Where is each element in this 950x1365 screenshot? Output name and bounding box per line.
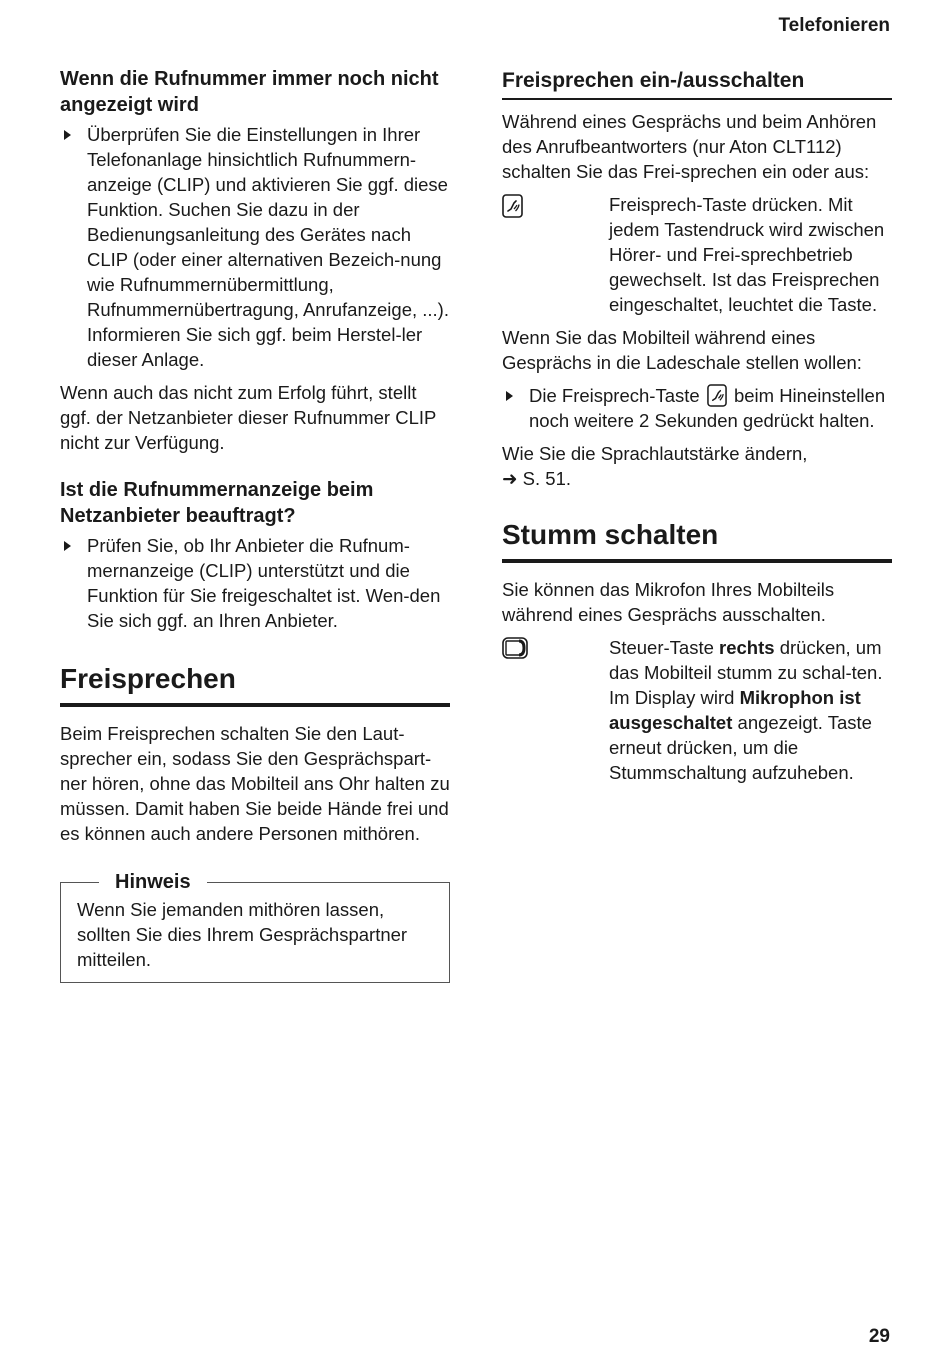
triangle-bullet-icon [506,391,513,401]
handsfree-key-icon [502,194,523,224]
step-text-part: angezeigt. Taste erneut drücken, um die Stummschaltung aufzuheben. [609,712,872,783]
bullet-item [60,533,450,633]
page-number: 29 [868,1326,890,1347]
note-title: Hinweis [99,869,207,895]
instruction-step [502,192,892,317]
heading-netzanbieter-beauftragt: Ist die Rufnummernanzeige beim Netzanbieter beauftragt? [60,479,374,527]
step-text-part: drücken, um das Mobilteil stumm zu schal-ten. Im Display wird [609,637,883,708]
step-text [609,637,883,783]
step-text-bold: rechts [719,637,775,658]
note-text: Wenn Sie jemanden mithören lassen, sollten Sie dies Ihrem Gesprächspartner mitteilen. [77,899,408,970]
bullet-text: Überprüfen Sie die Einstellungen in Ihrer Telefonanlage hinsichtlich Rufnummern-anzeige (CLIP) und aktivieren Sie ggf. diese Funktion. Suchen Sie dazu in der Bedienungsanleitung des Gerätes nach CLIP (oder einer alternativen Bezeich-nung wie Rufnummernübermittlung, Rufnummernübertragung, Anrufanzeige, ...). Informieren Sie sich ggf. beim Herstel-ler dieser Anlage. [87,124,449,370]
heading-rufnummer-nicht-angezeigt: Wenn die Rufnummer immer noch nicht angezeigt wird [60,68,439,116]
triangle-bullet-icon [64,541,71,551]
bullet-item [60,122,450,372]
page-reference: S. 51. [522,468,571,489]
paragraph: Sie können das Mikrofon Ihres Mobilteils während eines Gesprächs ausschalten. [502,579,835,625]
bullet-text-before: Die Freisprech-Taste [529,385,700,406]
paragraph: Wenn auch das nicht zum Erfolg führt, stellt ggf. der Netzanbieter dieser Rufnummer CLIP nicht zur Verfügung. [60,382,437,453]
step-text: Freisprech-Taste drücken. Mit jedem Tastendruck wird zwischen Hörer- und Frei-sprechbetrieb gewechselt. Ist das Freisprechen eingeschaltet, leuchtet die Taste. [609,194,885,315]
display-message: Mikrophon ist ausgeschaltet [609,687,861,733]
paragraph: Wenn Sie das Mobilteil während eines Gesprächs in die Ladeschale stellen wollen: [502,327,862,373]
running-header: Telefonieren [778,15,890,36]
paragraph [502,441,892,491]
triangle-bullet-icon [64,130,71,140]
instruction-step [502,635,892,785]
handsfree-key-icon [707,385,732,406]
paragraph: Während eines Gesprächs und beim Anhören des Anrufbeantworters (nur Aton CLT112) schalten Sie das Frei-sprechen ein oder aus: [502,111,877,182]
heading-freisprechen-ein-aus: Freisprechen ein-/ausschalten [502,66,892,100]
right-column [502,66,892,793]
section-title-stumm-schalten: Stumm schalten [502,515,892,563]
volume-text: Wie Sie die Sprachlautstärke ändern, [502,443,808,464]
bullet-item [502,383,892,433]
arrow-right-icon: ➜ [502,468,518,489]
left-column [60,66,450,983]
step-text-part: Steuer-Taste [609,637,714,658]
nav-key-right-icon [502,637,528,665]
bullet-text-after: beim Hineinstellen noch weitere 2 Sekunden gedrückt halten. [529,385,886,431]
bullet-text: Prüfen Sie, ob Ihr Anbieter die Rufnum-mernanzeige (CLIP) unterstützt und die Funktion für Sie freigeschaltet ist. Wen-den Sie sich ggf. an Ihren Anbieter. [87,535,441,631]
paragraph: Beim Freisprechen schalten Sie den Laut-sprecher ein, sodass Sie den Gesprächspart-ner hören, ohne das Mobilteil ans Ohr halten zu müssen. Damit haben Sie beide Hände frei und es können auch andere Personen mithören. [60,723,450,844]
note-box [60,871,450,983]
section-title-freisprechen: Freisprechen [60,659,450,707]
